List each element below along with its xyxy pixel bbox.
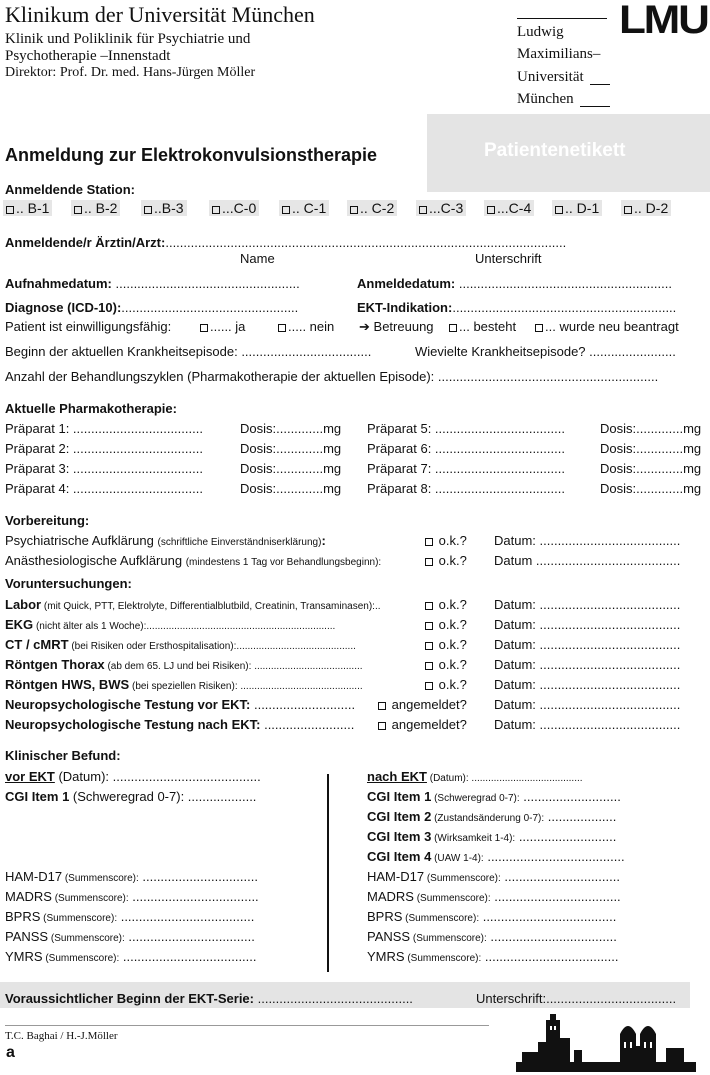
consent-label: Patient ist einwilligungsfähig:: [5, 319, 172, 334]
checkbox-icon: [425, 558, 433, 566]
station-c0[interactable]: ...C-0: [209, 200, 259, 216]
betreuung-label: ➔ Betreuung: [359, 319, 434, 334]
exam-labor-date[interactable]: Datum: .......................................: [494, 597, 681, 612]
exam-hws-ok[interactable]: o.k.?: [425, 677, 467, 692]
uni-muenchen: München: [517, 91, 574, 107]
station-d1[interactable]: .. D-1: [552, 200, 602, 216]
exam-neuro-vor: Neuropsychologische Testung vor EKT: ............................: [5, 697, 356, 712]
checkbox-icon: [144, 206, 152, 214]
authors: T.C. Baghai / H.-J.Möller: [5, 1030, 118, 1042]
department-line-2: Psychotherapie –Innenstadt: [5, 48, 171, 64]
praeparat-2[interactable]: Präparat 2: ....................................: [5, 441, 203, 456]
dose-5[interactable]: Dosis:.............mg: [600, 421, 702, 436]
patient-label: Patientenetikett: [484, 140, 626, 161]
praeparat-5[interactable]: Präparat 5: ....................................: [367, 421, 565, 436]
checkbox-icon: [449, 324, 457, 332]
prep-anesthesia-date[interactable]: Datum ........................................: [494, 553, 681, 568]
exam-hws-date[interactable]: Datum: .......................................: [494, 677, 681, 692]
station-c1[interactable]: .. C-1: [279, 200, 329, 216]
praeparat-4[interactable]: Präparat 4: ....................................: [5, 481, 203, 496]
prep-psychiatric: Psychiatrische Aufklärung (schriftliche Einverständniserklärung):: [5, 533, 326, 548]
exam-labor: Labor (mit Quick, PTT, Elektrolyte, Differentialblutbild, Creatinin, Transaminasen):..: [5, 597, 381, 612]
exam-neuro-vor-date[interactable]: Datum: .......................................: [494, 697, 681, 712]
nach-cgi-4[interactable]: CGI Item 4 (UAW 1-4): ......................................: [367, 849, 625, 864]
consent-nein[interactable]: ..... nein: [278, 319, 334, 334]
checkbox-icon: [200, 324, 208, 332]
form-title: Anmeldung zur Elektrokonvulsionstherapie: [5, 145, 378, 165]
ekt-indication-field[interactable]: EKT-Indikation:..............................................................: [357, 300, 677, 315]
cycles-field[interactable]: Anzahl der Behandlungszyklen (Pharmakotherapie der aktuellen Episode): .............................................................: [5, 369, 659, 384]
exam-thorax-ok[interactable]: o.k.?: [425, 657, 467, 672]
anmelde-field[interactable]: Anmeldedatum: ...........................................................: [357, 276, 672, 291]
vor-ekt-date[interactable]: vor EKT (Datum): .........................................: [5, 769, 261, 784]
checkbox-icon: [555, 206, 563, 214]
nach-panss[interactable]: PANSS (Summenscore): ...................................: [367, 929, 617, 944]
checkbox-icon: [74, 206, 82, 214]
footer-rule: [5, 1025, 489, 1026]
prep-psychiatric-ok[interactable]: o.k.?: [425, 533, 467, 548]
dose-4[interactable]: Dosis:.............mg: [240, 481, 342, 496]
vor-madrs[interactable]: MADRS (Summenscore): ...................................: [5, 889, 259, 904]
episode-begin-field[interactable]: Beginn der aktuellen Krankheitsepisode: ....................................: [5, 344, 372, 359]
lmu-logo: LMU: [619, 0, 708, 42]
praeparat-6[interactable]: Präparat 6: ....................................: [367, 441, 565, 456]
lmu-line-3: [580, 106, 610, 107]
pharma-heading: Aktuelle Pharmakotherapie:: [5, 401, 177, 416]
prep-psychiatric-date[interactable]: Datum: .......................................: [494, 533, 681, 548]
department-line-1: Klinik und Poliklinik für Psychiatrie und: [5, 31, 251, 47]
checkbox-icon: [278, 324, 286, 332]
vor-panss[interactable]: PANSS (Summenscore): ...................................: [5, 929, 255, 944]
nach-cgi-1[interactable]: CGI Item 1 (Schweregrad 0-7): ...........................: [367, 789, 621, 804]
checkbox-icon: [624, 206, 632, 214]
praeparat-3[interactable]: Präparat 3: ....................................: [5, 461, 203, 476]
ekt-begin-field[interactable]: Voraussichtlicher Beginn der EKT-Serie: ...........................................: [5, 991, 413, 1006]
nach-ekt-date[interactable]: nach EKT (Datum): ........................................: [367, 769, 583, 784]
praeparat-1[interactable]: Präparat 1: ....................................: [5, 421, 203, 436]
exam-ct-ok[interactable]: o.k.?: [425, 637, 467, 652]
doctor-signature-caption: Unterschrift: [475, 251, 542, 266]
betreuung-besteht[interactable]: ... besteht: [449, 319, 516, 334]
nach-bprs[interactable]: BPRS (Summenscore): .....................................: [367, 909, 617, 924]
nach-madrs[interactable]: MADRS (Summenscore): ...................................: [367, 889, 621, 904]
prep-heading: Vorbereitung:: [5, 513, 90, 528]
nach-cgi-2[interactable]: CGI Item 2 (Zustandsänderung 0-7): ...................: [367, 809, 617, 824]
lmu-line-2: [590, 84, 610, 85]
diagnosis-field[interactable]: Diagnose (ICD-10):.................................................: [5, 300, 299, 315]
checkbox-icon: [212, 206, 220, 214]
station-d2[interactable]: .. D-2: [621, 200, 671, 216]
dose-6[interactable]: Dosis:.............mg: [600, 441, 702, 456]
checkbox-icon: [425, 538, 433, 546]
prep-anesthesia: Anästhesiologische Aufklärung (mindestens 1 Tag vor Behandlungsbeginn):: [5, 553, 382, 568]
exam-thorax-date[interactable]: Datum: .......................................: [494, 657, 681, 672]
exam-neuro-nach-date[interactable]: Datum: .......................................: [494, 717, 681, 732]
nach-ymrs[interactable]: YMRS (Summenscore): .....................................: [367, 949, 619, 964]
checkbox-icon: [425, 682, 433, 690]
uni-universitaet: Universität: [517, 69, 584, 85]
station-b2[interactable]: .. B-2: [71, 200, 120, 216]
checkbox-icon: [378, 702, 386, 710]
checkbox-icon: [425, 642, 433, 650]
checkbox-icon: [350, 206, 358, 214]
nach-cgi-3[interactable]: CGI Item 3 (Wirksamkeit 1-4): ...........................: [367, 829, 617, 844]
exam-thorax: Röntgen Thorax (ab dem 65. LJ und bei Risiken): .......................................: [5, 657, 363, 672]
nach-ham-d17[interactable]: HAM-D17 (Summenscore): ................................: [367, 869, 620, 884]
consent-ja[interactable]: ...... ja: [200, 319, 245, 334]
exam-hws: Röntgen HWS, BWS (bei speziellen Risiken): ............................................: [5, 677, 363, 692]
vor-cgi-1[interactable]: CGI Item 1 (Schweregrad 0-7): ...................: [5, 789, 257, 804]
arrow-right-icon: ➔: [359, 319, 370, 334]
vor-bprs[interactable]: BPRS (Summenscore): .....................................: [5, 909, 255, 924]
doctor-name-caption: Name: [240, 251, 275, 266]
exams-heading: Voruntersuchungen:: [5, 576, 132, 591]
exam-labor-ok[interactable]: o.k.?: [425, 597, 467, 612]
episode-number-field[interactable]: Wievielte Krankheitsepisode? ........................: [415, 344, 676, 359]
exam-ekg: EKG (nicht älter als 1 Woche):....................................................................: [5, 617, 336, 632]
uni-ludwig: Ludwig: [517, 24, 564, 40]
checkbox-icon: [6, 206, 14, 214]
checkbox-icon: [535, 324, 543, 332]
station-c4[interactable]: ...C-4: [484, 200, 534, 216]
uni-maximilians: Maximilians–: [517, 46, 601, 62]
checkbox-icon: [487, 206, 495, 214]
vor-ham-d17[interactable]: HAM-D17 (Summenscore): ................................: [5, 869, 258, 884]
checkbox-icon: [425, 602, 433, 610]
figure-letter: a: [6, 1044, 15, 1061]
prep-anesthesia-ok[interactable]: o.k.?: [425, 553, 467, 568]
station-b1[interactable]: .. B-1: [3, 200, 52, 216]
exam-ct-date[interactable]: Datum: .......................................: [494, 637, 681, 652]
director: Direktor: Prof. Dr. med. Hans-Jürgen Möller: [5, 65, 256, 80]
station-label: Anmeldende Station:: [5, 182, 136, 197]
dose-8[interactable]: Dosis:.............mg: [600, 481, 702, 496]
betreuung-neu[interactable]: ... wurde neu beantragt: [535, 319, 679, 334]
checkbox-icon: [425, 622, 433, 630]
vor-ymrs[interactable]: YMRS (Summenscore): .....................................: [5, 949, 257, 964]
final-signature-field[interactable]: Unterschrift:....................................: [476, 991, 677, 1006]
station-c3[interactable]: ...C-3: [416, 200, 466, 216]
munich-skyline-icon: [516, 1012, 696, 1072]
exam-neuro-vor-ok[interactable]: angemeldet?: [378, 697, 467, 712]
exam-ekg-ok[interactable]: o.k.?: [425, 617, 467, 632]
station-b3[interactable]: ..B-3: [141, 200, 187, 216]
dose-7[interactable]: Dosis:.............mg: [600, 461, 702, 476]
lmu-line-top: [517, 18, 607, 19]
exam-ekg-date[interactable]: Datum: .......................................: [494, 617, 681, 632]
praeparat-8[interactable]: Präparat 8: ....................................: [367, 481, 565, 496]
exam-ct: CT / cMRT (bei Risiken oder Ersthospitalisation):...........................................: [5, 637, 356, 652]
aufnahme-field[interactable]: Aufnahmedatum: ...................................................: [5, 276, 300, 291]
exam-neuro-nach-ok[interactable]: angemeldet?: [378, 717, 467, 732]
praeparat-7[interactable]: Präparat 7: ....................................: [367, 461, 565, 476]
doctor-field[interactable]: Anmeldende/r Ärztin/Arzt:...............................................................................................................: [5, 235, 567, 250]
dose-1[interactable]: Dosis:.............mg: [240, 421, 342, 436]
checkbox-icon: [282, 206, 290, 214]
clinical-heading: Klinischer Befund:: [5, 748, 121, 763]
clinic-name: Klinikum der Universität München: [5, 2, 315, 27]
checkbox-icon: [378, 722, 386, 730]
dose-2[interactable]: Dosis:.............mg: [240, 441, 342, 456]
dose-3[interactable]: Dosis:.............mg: [240, 461, 342, 476]
column-divider: [327, 774, 329, 972]
checkbox-icon: [419, 206, 427, 214]
station-c2[interactable]: .. C-2: [347, 200, 397, 216]
checkbox-icon: [425, 662, 433, 670]
exam-neuro-nach: Neuropsychologische Testung nach EKT: .........................: [5, 717, 355, 732]
